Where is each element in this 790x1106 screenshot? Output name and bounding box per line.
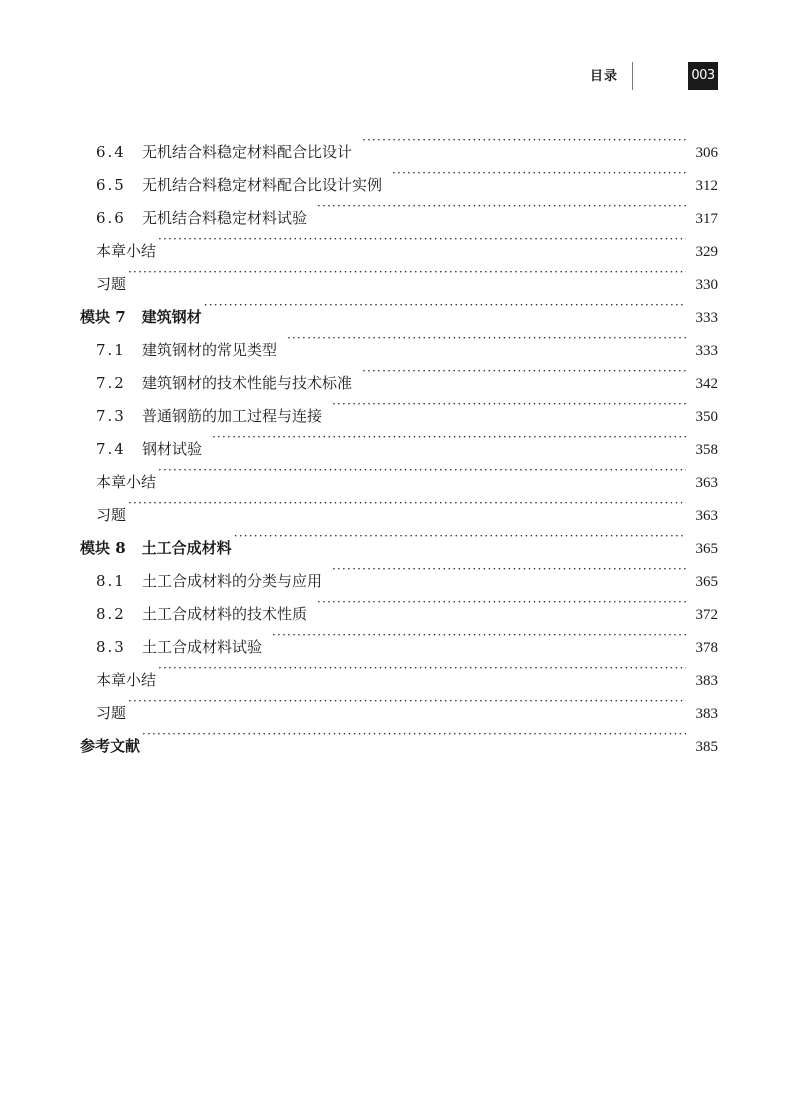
toc-dot-leader — [212, 421, 686, 454]
toc-entry-page-number: 333 — [695, 343, 718, 359]
toc-dot-leader — [158, 223, 686, 256]
toc-entry-title: 本章小结 — [96, 671, 157, 689]
toc-entry-number: 模块 7 — [80, 308, 126, 326]
toc-entry-title: 习题 — [96, 506, 127, 524]
toc-entry-page-number: 383 — [695, 706, 718, 722]
toc-entry-title: 建筑钢材的技术性能与技术标准 — [142, 374, 353, 392]
toc-entry-title: 参考文献 — [80, 737, 141, 755]
toc-entry-title: 土工合成材料试验 — [142, 638, 263, 656]
toc-entry-number: 7.2 — [96, 374, 126, 392]
toc-entry-module — [80, 520, 718, 557]
toc-entry-title: 普通钢筋的加工过程与连接 — [142, 407, 323, 425]
toc-entry-summary — [80, 487, 718, 524]
toc-entry-number: 8.2 — [96, 605, 126, 623]
toc-entry-page-number: 342 — [695, 376, 718, 392]
toc-dot-leader — [332, 553, 686, 586]
toc-dot-leader — [234, 520, 686, 553]
toc-entry-number: 8.1 — [96, 572, 126, 590]
toc-entry-title: 土工合成材料 — [141, 539, 232, 557]
toc-dot-leader — [317, 190, 686, 223]
toc-entry-page-number: 333 — [695, 310, 718, 326]
toc-dot-leader — [392, 157, 686, 190]
toc-entry-title: 建筑钢材的常见类型 — [142, 341, 278, 359]
toc-entry-page-number: 385 — [695, 739, 718, 755]
toc-entry-page-number: 383 — [695, 673, 718, 689]
toc-entry-page-number: 363 — [695, 475, 718, 491]
toc-dot-leader — [142, 718, 686, 751]
toc-dot-leader — [158, 454, 686, 487]
toc-entry-summary — [80, 685, 718, 722]
toc-entry-section — [80, 124, 718, 161]
toc-entry-page-number: 372 — [695, 607, 718, 623]
toc-dot-leader — [158, 652, 686, 685]
toc-entry-title: 土工合成材料的分类与应用 — [142, 572, 323, 590]
toc-entry-title: 习题 — [96, 704, 127, 722]
toc-dot-leader — [128, 487, 686, 520]
toc-entry-title: 习题 — [96, 275, 127, 293]
table-of-contents — [80, 124, 718, 755]
toc-dot-leader — [287, 322, 686, 355]
toc-entry-page-number: 365 — [695, 541, 718, 557]
toc-entry-page-number: 306 — [695, 145, 718, 161]
toc-entry-page-number: 329 — [695, 244, 718, 260]
toc-entry-number: 模块 8 — [80, 539, 126, 557]
toc-entry-number: 7.4 — [96, 440, 126, 458]
toc-entry-title: 本章小结 — [96, 242, 157, 260]
toc-dot-leader — [128, 256, 686, 289]
toc-dot-leader — [317, 586, 686, 619]
toc-entry-number: 6.6 — [96, 209, 126, 227]
toc-entry-number: 6.5 — [96, 176, 126, 194]
toc-entry-page-number: 312 — [695, 178, 718, 194]
toc-entry-page-number: 365 — [695, 574, 718, 590]
toc-entry-number: 7.3 — [96, 407, 126, 425]
toc-entry-summary — [80, 652, 718, 689]
toc-entry-number: 7.1 — [96, 341, 126, 359]
toc-entry-summary — [80, 256, 718, 293]
toc-entry-page-number: 350 — [695, 409, 718, 425]
toc-entry-title: 本章小结 — [96, 473, 157, 491]
toc-entry-page-number: 330 — [695, 277, 718, 293]
toc-entry-summary — [80, 223, 718, 260]
toc-entry-title: 无机结合料稳定材料配合比设计实例 — [142, 176, 383, 194]
toc-entry-title: 钢材试验 — [142, 440, 203, 458]
toc-entry-module — [80, 718, 718, 755]
toc-entry-summary — [80, 454, 718, 491]
toc-dot-leader — [128, 685, 686, 718]
toc-dot-leader — [362, 355, 686, 388]
running-header — [0, 60, 790, 94]
toc-dot-leader — [204, 289, 686, 322]
toc-entry-page-number: 317 — [695, 211, 718, 227]
toc-entry-module — [80, 289, 718, 326]
toc-entry-page-number: 363 — [695, 508, 718, 524]
toc-entry-page-number: 358 — [695, 442, 718, 458]
header-divider — [632, 62, 633, 90]
toc-entry-number: 6.4 — [96, 143, 126, 161]
toc-entry-title: 土工合成材料的技术性质 — [142, 605, 308, 623]
page-number-badge: 003 — [688, 62, 718, 90]
toc-entry-page-number: 378 — [695, 640, 718, 656]
toc-entry-title: 无机结合料稳定材料试验 — [142, 209, 308, 227]
toc-dot-leader — [272, 619, 686, 652]
toc-dot-leader — [332, 388, 686, 421]
toc-entry-title: 无机结合料稳定材料配合比设计 — [142, 143, 353, 161]
toc-dot-leader — [362, 124, 686, 157]
toc-entry-title: 建筑钢材 — [141, 308, 202, 326]
toc-entry-number: 8.3 — [96, 638, 126, 656]
header-section-title: 目录 — [589, 69, 618, 84]
